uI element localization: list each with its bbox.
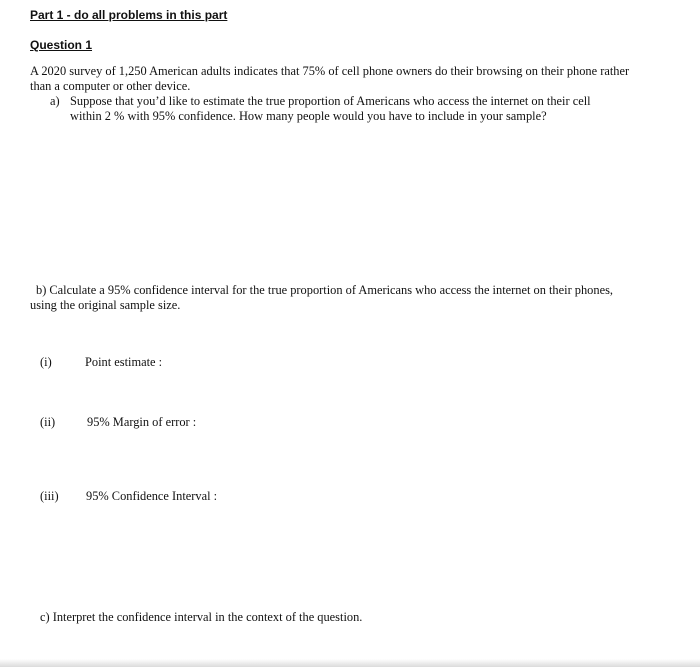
part-heading: Part 1 - do all problems in this part [30, 8, 228, 22]
item-iii-numeral: (iii) [40, 489, 59, 503]
question-heading: Question 1 [30, 38, 93, 52]
part-b-line-2: using the original sample size. [30, 298, 181, 312]
item-i-numeral: (i) [40, 355, 52, 369]
part-c-line-1: c) Interpret the confidence interval in the context of the question. [40, 610, 363, 624]
point-estimate-label: Point estimate : [85, 355, 163, 369]
intro-line-1: A 2020 survey of 1,250 American adults indicates that 75% of cell phone owners do their browsing on their phone rather [30, 64, 630, 78]
part-a-label: a) [50, 94, 60, 108]
part-b-line-1: b) Calculate a 95% confidence interval for the true proportion of Americans who access the internet on their phones, [36, 283, 613, 297]
intro-line-2: than a computer or other device. [30, 79, 191, 93]
margin-of-error-label: 95% Margin of error : [87, 415, 197, 429]
confidence-interval-label: 95% Confidence Interval : [86, 489, 218, 503]
part-a-line-2: within 2 % with 95% confidence. How many people would you have to include in your sample? [70, 109, 547, 123]
item-ii-numeral: (ii) [40, 415, 56, 429]
page-bottom-edge [0, 659, 700, 667]
part-a-line-1: Suppose that you’d like to estimate the true proportion of Americans who access the internet on their cell [70, 94, 591, 108]
